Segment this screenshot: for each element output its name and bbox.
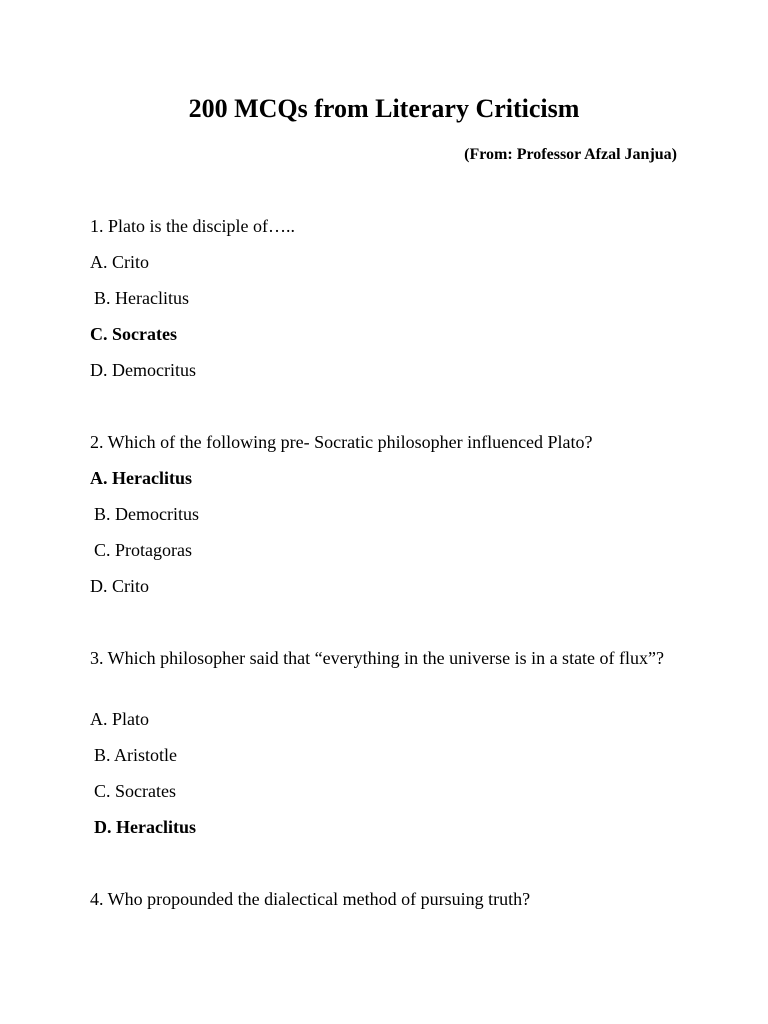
question-3-option-d-answer: D. Heraclitus [94,817,196,837]
question-3-option-b: B. Aristotle [94,745,178,765]
question-2: 2. Which of the following pre- Socratic philosopher influenced Plato? [90,432,593,452]
question-2-option-d: D. Crito [90,576,150,596]
question-1-option-b: B. Heraclitus [94,288,189,308]
document-source: (From: Professor Afzal Janjua) [464,146,677,163]
question-1: 1. Plato is the disciple of….. [90,216,295,236]
question-4: 4. Who propounded the dialectical method of pursuing truth? [90,889,531,909]
question-2-option-b: B. Democritus [94,504,199,524]
question-1-option-a: A. Crito [90,252,150,272]
question-2-option-a-answer: A. Heraclitus [90,468,192,488]
question-3-option-c: C. Socrates [94,781,176,801]
question-3-option-a: A. Plato [90,709,150,729]
question-1-option-d: D. Democritus [90,360,196,380]
document-title: 200 MCQs from Literary Criticism [188,94,580,123]
question-3: 3. Which philosopher said that “everything in the universe is in a state of flux”? [90,648,665,668]
question-2-option-c: C. Protagoras [94,540,192,560]
question-1-option-c-answer: C. Socrates [90,324,177,344]
